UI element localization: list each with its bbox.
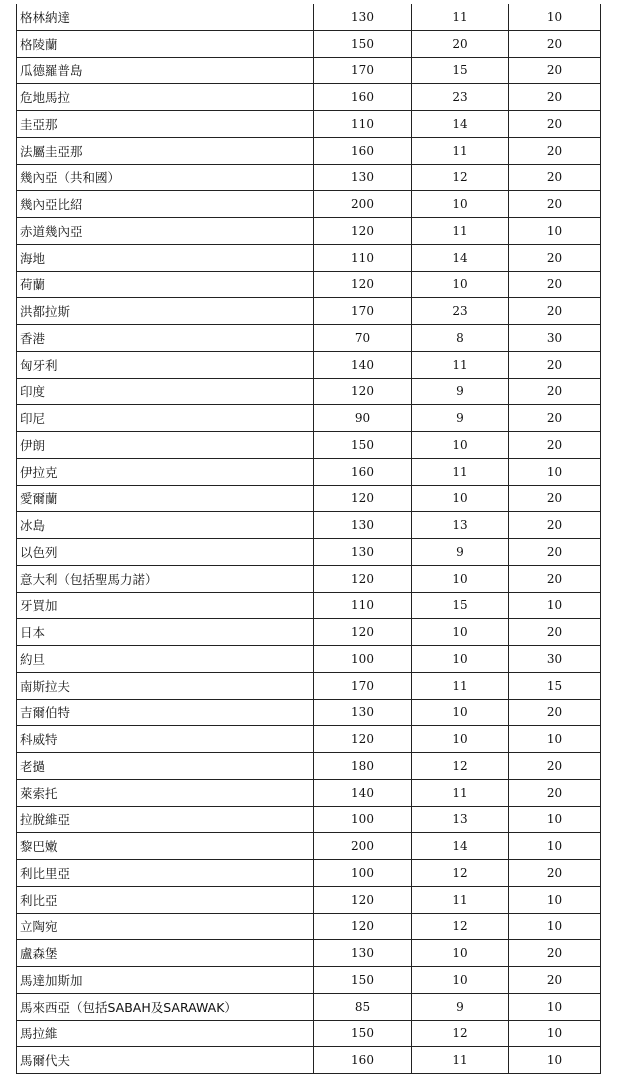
country-name-cell: 伊拉克 bbox=[17, 458, 314, 485]
value-cell-1: 110 bbox=[314, 592, 412, 619]
table-row bbox=[17, 378, 601, 405]
table-row bbox=[17, 940, 601, 967]
value-cell-2: 11 bbox=[412, 458, 509, 485]
value-cell-1: 180 bbox=[314, 753, 412, 780]
table-row bbox=[17, 592, 601, 619]
table-body bbox=[17, 4, 601, 1074]
value-cell-1: 120 bbox=[314, 378, 412, 405]
table-row bbox=[17, 432, 601, 459]
country-name-cell: 荷蘭 bbox=[17, 271, 314, 298]
table-row bbox=[17, 271, 601, 298]
country-name-cell: 日本 bbox=[17, 619, 314, 646]
country-name-cell: 意大利（包括聖馬力諾） bbox=[17, 565, 314, 592]
value-cell-1: 85 bbox=[314, 993, 412, 1020]
value-cell-2: 11 bbox=[412, 218, 509, 245]
value-cell-2: 12 bbox=[412, 860, 509, 887]
value-cell-3: 20 bbox=[509, 191, 601, 218]
value-cell-2: 11 bbox=[412, 886, 509, 913]
value-cell-1: 130 bbox=[314, 539, 412, 566]
value-cell-1: 140 bbox=[314, 779, 412, 806]
value-cell-2: 11 bbox=[412, 779, 509, 806]
value-cell-3: 20 bbox=[509, 351, 601, 378]
value-cell-1: 170 bbox=[314, 672, 412, 699]
country-name-cell: 牙買加 bbox=[17, 592, 314, 619]
table-row bbox=[17, 833, 601, 860]
country-name-cell: 馬來西亞（包括SABAH及SARAWAK） bbox=[17, 993, 314, 1020]
value-cell-1: 160 bbox=[314, 1047, 412, 1074]
value-cell-1: 130 bbox=[314, 512, 412, 539]
country-name-cell: 吉爾伯特 bbox=[17, 699, 314, 726]
value-cell-1: 120 bbox=[314, 619, 412, 646]
value-cell-3: 20 bbox=[509, 137, 601, 164]
country-name-cell: 馬拉維 bbox=[17, 1020, 314, 1047]
table-row bbox=[17, 993, 601, 1020]
table-row bbox=[17, 565, 601, 592]
country-name-cell: 愛爾蘭 bbox=[17, 485, 314, 512]
value-cell-3: 20 bbox=[509, 967, 601, 994]
value-cell-2: 12 bbox=[412, 753, 509, 780]
value-cell-2: 10 bbox=[412, 967, 509, 994]
value-cell-3: 20 bbox=[509, 539, 601, 566]
value-cell-1: 90 bbox=[314, 405, 412, 432]
value-cell-1: 100 bbox=[314, 860, 412, 887]
value-cell-3: 20 bbox=[509, 565, 601, 592]
value-cell-1: 170 bbox=[314, 298, 412, 325]
value-cell-1: 100 bbox=[314, 806, 412, 833]
value-cell-2: 9 bbox=[412, 539, 509, 566]
table-row bbox=[17, 84, 601, 111]
document-page bbox=[16, 4, 600, 1074]
value-cell-3: 10 bbox=[509, 913, 601, 940]
country-name-cell: 利比里亞 bbox=[17, 860, 314, 887]
value-cell-2: 11 bbox=[412, 137, 509, 164]
country-name-cell: 瓜德羅普島 bbox=[17, 57, 314, 84]
value-cell-3: 20 bbox=[509, 57, 601, 84]
country-name-cell: 幾內亞（共和國） bbox=[17, 164, 314, 191]
value-cell-3: 20 bbox=[509, 30, 601, 57]
value-cell-3: 10 bbox=[509, 458, 601, 485]
table-row bbox=[17, 967, 601, 994]
table-row bbox=[17, 699, 601, 726]
table-row bbox=[17, 111, 601, 138]
table-row bbox=[17, 672, 601, 699]
value-cell-2: 15 bbox=[412, 57, 509, 84]
country-name-cell: 赤道幾內亞 bbox=[17, 218, 314, 245]
table-row bbox=[17, 191, 601, 218]
value-cell-2: 10 bbox=[412, 646, 509, 673]
value-cell-1: 120 bbox=[314, 726, 412, 753]
value-cell-3: 30 bbox=[509, 325, 601, 352]
value-cell-2: 14 bbox=[412, 111, 509, 138]
value-cell-3: 10 bbox=[509, 886, 601, 913]
value-cell-1: 120 bbox=[314, 485, 412, 512]
country-name-cell: 印度 bbox=[17, 378, 314, 405]
value-cell-3: 20 bbox=[509, 940, 601, 967]
value-cell-3: 20 bbox=[509, 378, 601, 405]
country-name-cell: 立陶宛 bbox=[17, 913, 314, 940]
value-cell-1: 100 bbox=[314, 646, 412, 673]
value-cell-1: 170 bbox=[314, 57, 412, 84]
value-cell-2: 12 bbox=[412, 913, 509, 940]
value-cell-3: 20 bbox=[509, 860, 601, 887]
country-name-cell: 幾內亞比紹 bbox=[17, 191, 314, 218]
table-row bbox=[17, 405, 601, 432]
value-cell-3: 20 bbox=[509, 779, 601, 806]
table-row bbox=[17, 886, 601, 913]
value-cell-2: 9 bbox=[412, 378, 509, 405]
value-cell-3: 10 bbox=[509, 1047, 601, 1074]
country-name-cell: 危地馬拉 bbox=[17, 84, 314, 111]
value-cell-1: 70 bbox=[314, 325, 412, 352]
table-row bbox=[17, 137, 601, 164]
country-name-cell: 馬爾代夫 bbox=[17, 1047, 314, 1074]
value-cell-2: 9 bbox=[412, 993, 509, 1020]
value-cell-3: 20 bbox=[509, 298, 601, 325]
value-cell-2: 10 bbox=[412, 699, 509, 726]
value-cell-1: 130 bbox=[314, 940, 412, 967]
country-name-cell: 匈牙利 bbox=[17, 351, 314, 378]
value-cell-2: 11 bbox=[412, 1047, 509, 1074]
value-cell-3: 20 bbox=[509, 164, 601, 191]
country-name-cell: 印尼 bbox=[17, 405, 314, 432]
value-cell-2: 14 bbox=[412, 833, 509, 860]
country-name-cell: 萊索托 bbox=[17, 779, 314, 806]
value-cell-1: 140 bbox=[314, 351, 412, 378]
value-cell-3: 20 bbox=[509, 432, 601, 459]
value-cell-1: 120 bbox=[314, 271, 412, 298]
country-name-cell: 以色列 bbox=[17, 539, 314, 566]
value-cell-2: 14 bbox=[412, 244, 509, 271]
table-row bbox=[17, 512, 601, 539]
country-name-cell: 黎巴嫩 bbox=[17, 833, 314, 860]
country-name-cell: 格陵蘭 bbox=[17, 30, 314, 57]
table-row bbox=[17, 619, 601, 646]
country-name-cell: 格林納達 bbox=[17, 4, 314, 30]
value-cell-3: 10 bbox=[509, 1020, 601, 1047]
country-name-cell: 馬達加斯加 bbox=[17, 967, 314, 994]
table-row bbox=[17, 164, 601, 191]
value-cell-3: 10 bbox=[509, 806, 601, 833]
table-row bbox=[17, 30, 601, 57]
value-cell-1: 130 bbox=[314, 699, 412, 726]
table-row bbox=[17, 458, 601, 485]
table-row bbox=[17, 325, 601, 352]
country-name-cell: 約旦 bbox=[17, 646, 314, 673]
value-cell-3: 20 bbox=[509, 753, 601, 780]
value-cell-2: 13 bbox=[412, 806, 509, 833]
value-cell-2: 23 bbox=[412, 298, 509, 325]
value-cell-2: 10 bbox=[412, 432, 509, 459]
value-cell-1: 120 bbox=[314, 565, 412, 592]
value-cell-2: 9 bbox=[412, 405, 509, 432]
value-cell-1: 200 bbox=[314, 191, 412, 218]
value-cell-2: 20 bbox=[412, 30, 509, 57]
value-cell-3: 10 bbox=[509, 993, 601, 1020]
value-cell-1: 110 bbox=[314, 111, 412, 138]
country-name-cell: 老撾 bbox=[17, 753, 314, 780]
table-row bbox=[17, 298, 601, 325]
value-cell-2: 10 bbox=[412, 940, 509, 967]
country-name-cell: 南斯拉夫 bbox=[17, 672, 314, 699]
value-cell-3: 10 bbox=[509, 726, 601, 753]
value-cell-1: 150 bbox=[314, 432, 412, 459]
value-cell-1: 150 bbox=[314, 30, 412, 57]
table-row bbox=[17, 1020, 601, 1047]
value-cell-3: 20 bbox=[509, 244, 601, 271]
value-cell-2: 10 bbox=[412, 191, 509, 218]
country-name-cell: 洪都拉斯 bbox=[17, 298, 314, 325]
table-row bbox=[17, 57, 601, 84]
value-cell-3: 20 bbox=[509, 512, 601, 539]
country-rates-table bbox=[16, 4, 601, 1074]
value-cell-3: 10 bbox=[509, 833, 601, 860]
value-cell-2: 11 bbox=[412, 672, 509, 699]
country-name-cell: 拉脫維亞 bbox=[17, 806, 314, 833]
table-row bbox=[17, 726, 601, 753]
value-cell-3: 20 bbox=[509, 619, 601, 646]
value-cell-1: 130 bbox=[314, 4, 412, 30]
country-name-cell: 圭亞那 bbox=[17, 111, 314, 138]
value-cell-1: 160 bbox=[314, 84, 412, 111]
table-row bbox=[17, 218, 601, 245]
value-cell-2: 10 bbox=[412, 485, 509, 512]
value-cell-3: 20 bbox=[509, 271, 601, 298]
table-row bbox=[17, 539, 601, 566]
value-cell-1: 160 bbox=[314, 137, 412, 164]
value-cell-3: 30 bbox=[509, 646, 601, 673]
value-cell-1: 120 bbox=[314, 218, 412, 245]
value-cell-2: 11 bbox=[412, 351, 509, 378]
value-cell-3: 10 bbox=[509, 592, 601, 619]
value-cell-2: 10 bbox=[412, 271, 509, 298]
table-row bbox=[17, 1047, 601, 1074]
table-row bbox=[17, 4, 601, 30]
value-cell-3: 15 bbox=[509, 672, 601, 699]
value-cell-2: 12 bbox=[412, 164, 509, 191]
value-cell-2: 12 bbox=[412, 1020, 509, 1047]
value-cell-1: 130 bbox=[314, 164, 412, 191]
value-cell-3: 20 bbox=[509, 405, 601, 432]
value-cell-3: 20 bbox=[509, 84, 601, 111]
value-cell-3: 10 bbox=[509, 218, 601, 245]
table-row bbox=[17, 860, 601, 887]
value-cell-1: 120 bbox=[314, 886, 412, 913]
country-name-cell: 香港 bbox=[17, 325, 314, 352]
value-cell-2: 10 bbox=[412, 565, 509, 592]
value-cell-3: 20 bbox=[509, 111, 601, 138]
table-row bbox=[17, 913, 601, 940]
table-row bbox=[17, 646, 601, 673]
value-cell-3: 10 bbox=[509, 4, 601, 30]
table-row bbox=[17, 779, 601, 806]
value-cell-1: 120 bbox=[314, 913, 412, 940]
table-row bbox=[17, 485, 601, 512]
value-cell-2: 10 bbox=[412, 726, 509, 753]
table-row bbox=[17, 244, 601, 271]
country-name-cell: 冰島 bbox=[17, 512, 314, 539]
value-cell-1: 150 bbox=[314, 1020, 412, 1047]
country-name-cell: 法屬圭亞那 bbox=[17, 137, 314, 164]
country-name-cell: 盧森堡 bbox=[17, 940, 314, 967]
table-row bbox=[17, 806, 601, 833]
country-name-cell: 利比亞 bbox=[17, 886, 314, 913]
value-cell-2: 13 bbox=[412, 512, 509, 539]
value-cell-2: 10 bbox=[412, 619, 509, 646]
value-cell-2: 23 bbox=[412, 84, 509, 111]
value-cell-2: 8 bbox=[412, 325, 509, 352]
country-name-cell: 伊朗 bbox=[17, 432, 314, 459]
table-row bbox=[17, 753, 601, 780]
value-cell-3: 20 bbox=[509, 699, 601, 726]
value-cell-1: 110 bbox=[314, 244, 412, 271]
table-row bbox=[17, 351, 601, 378]
value-cell-2: 11 bbox=[412, 4, 509, 30]
value-cell-1: 160 bbox=[314, 458, 412, 485]
value-cell-1: 150 bbox=[314, 967, 412, 994]
value-cell-3: 20 bbox=[509, 485, 601, 512]
country-name-cell: 科威特 bbox=[17, 726, 314, 753]
value-cell-1: 200 bbox=[314, 833, 412, 860]
country-name-cell: 海地 bbox=[17, 244, 314, 271]
value-cell-2: 15 bbox=[412, 592, 509, 619]
